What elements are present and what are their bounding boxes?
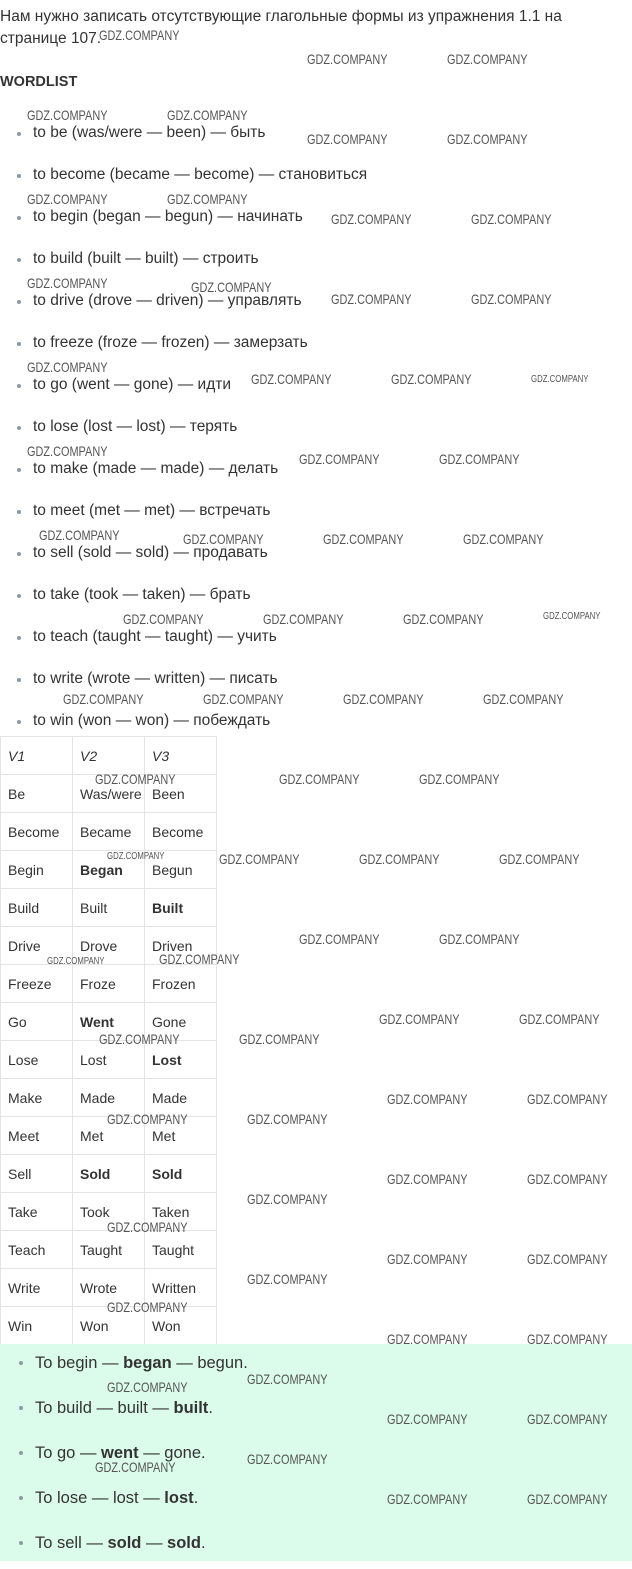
watermark-text: GDZ.COMPANY — [387, 1331, 468, 1347]
table-cell: Won — [145, 1307, 217, 1345]
table-cell: Taught — [73, 1231, 145, 1269]
table-row — [1, 1041, 217, 1079]
table-cell: Froze — [73, 965, 145, 1003]
table-cell: Go — [1, 1003, 73, 1041]
table-cell: Won — [73, 1307, 145, 1345]
table-cell: Gone — [145, 1003, 217, 1041]
table-cell: Become — [145, 813, 217, 851]
wordlist-item: to make (made — made) — делать — [0, 448, 367, 490]
table-row — [1, 1117, 217, 1155]
watermark-text: GDZ.COMPANY — [499, 851, 580, 867]
watermark-text: GDZ.COMPANY — [95, 771, 176, 787]
watermark-text: GDZ.COMPANY — [519, 1011, 600, 1027]
table-cell: Win — [1, 1307, 73, 1345]
table-cell: Be — [1, 775, 73, 813]
watermark-text: GDZ.COMPANY — [543, 611, 601, 622]
answer-highlight: sold — [167, 1534, 201, 1552]
table-header-cell: V2 — [73, 737, 145, 775]
watermark-text: GDZ.COMPANY — [447, 51, 528, 67]
table-cell: Freeze — [1, 965, 73, 1003]
wordlist-item: to go (went — gone) — идти — [0, 364, 367, 406]
table-cell: Frozen — [145, 965, 217, 1003]
watermark-text: GDZ.COMPANY — [107, 1111, 188, 1127]
table-cell: Made — [73, 1079, 145, 1117]
table-header-row — [1, 737, 217, 775]
table-cell: Driven — [145, 927, 217, 965]
table-row — [1, 1231, 217, 1269]
watermark-text: GDZ.COMPANY — [387, 1411, 468, 1427]
wordlist-item: to drive (drove — driven) — управлять — [0, 280, 367, 322]
answer-item — [0, 1389, 632, 1434]
watermark-text: GDZ.COMPANY — [403, 611, 484, 627]
watermark-text: GDZ.COMPANY — [107, 1299, 188, 1315]
wordlist — [0, 112, 367, 742]
table-row — [1, 1269, 217, 1307]
watermark-text: GDZ.COMPANY — [191, 279, 272, 295]
table-cell: Take — [1, 1193, 73, 1231]
watermark-text: GDZ.COMPANY — [307, 51, 388, 67]
table-cell: Went — [73, 1003, 145, 1041]
wordlist-item: to sell (sold — sold) — продавать — [0, 532, 367, 574]
watermark-text: GDZ.COMPANY — [27, 443, 108, 459]
table-cell: Make — [1, 1079, 73, 1117]
table-row — [1, 889, 217, 927]
watermark-text: GDZ.COMPANY — [471, 211, 552, 227]
watermark-text: GDZ.COMPANY — [527, 1091, 608, 1107]
table-cell: Been — [145, 775, 217, 813]
watermark-text: GDZ.COMPANY — [251, 371, 332, 387]
table-row — [1, 927, 217, 965]
watermark-text: GDZ.COMPANY — [27, 275, 108, 291]
table-cell: Lose — [1, 1041, 73, 1079]
wordlist-item: to write (wrote — written) — писать — [0, 658, 367, 700]
watermark-text: GDZ.COMPANY — [387, 1491, 468, 1507]
answer-text: To sell — — [35, 1534, 108, 1552]
answer-text: . — [200, 1534, 206, 1552]
table-cell: Taught — [145, 1231, 217, 1269]
table-row — [1, 813, 217, 851]
watermark-text: GDZ.COMPANY — [159, 951, 240, 967]
watermark-text: GDZ.COMPANY — [439, 931, 520, 947]
table-header-cell: V3 — [145, 737, 217, 775]
verb-forms-table — [0, 736, 217, 1345]
watermark-text: GDZ.COMPANY — [419, 771, 500, 787]
watermark-text: GDZ.COMPANY — [439, 451, 520, 467]
table-cell: Build — [1, 889, 73, 927]
watermark-text: GDZ.COMPANY — [27, 107, 108, 123]
wordlist-item: to win (won — won) — побеждать — [0, 700, 367, 742]
table-row — [1, 1307, 217, 1345]
watermark-text: GDZ.COMPANY — [99, 27, 180, 43]
watermark-text: GDZ.COMPANY — [47, 956, 105, 967]
watermark-text: GDZ.COMPANY — [27, 191, 108, 207]
table-cell: Become — [1, 813, 73, 851]
table-row — [1, 775, 217, 813]
answer-item — [0, 1344, 632, 1389]
answer-item — [0, 1524, 632, 1569]
watermark-text: GDZ.COMPANY — [343, 691, 424, 707]
table-row — [1, 1193, 217, 1231]
watermark-text: GDZ.COMPANY — [63, 691, 144, 707]
wordlist-heading: WORDLIST — [0, 74, 78, 90]
wordlist-item: to take (took — taken) — брать — [0, 574, 367, 616]
watermark-text: GDZ.COMPANY — [359, 851, 440, 867]
answer-text: . — [193, 1489, 199, 1507]
table-cell: Made — [145, 1079, 217, 1117]
table-row — [1, 1003, 217, 1041]
table-cell: Wrote — [73, 1269, 145, 1307]
watermark-text: GDZ.COMPANY — [95, 1459, 176, 1475]
watermark-text: GDZ.COMPANY — [299, 931, 380, 947]
watermark-text: GDZ.COMPANY — [27, 359, 108, 375]
table-cell: Began — [73, 851, 145, 889]
table-cell: Drive — [1, 927, 73, 965]
watermark-text: GDZ.COMPANY — [263, 611, 344, 627]
wordlist-item: to become (became — become) — становиться — [0, 154, 367, 196]
table-cell: Sold — [145, 1155, 217, 1193]
answer-item — [0, 1434, 632, 1479]
answer-text: . — [208, 1399, 213, 1417]
watermark-text: GDZ.COMPANY — [247, 1451, 328, 1467]
watermark-text: GDZ.COMPANY — [239, 1031, 320, 1047]
watermark-text: GDZ.COMPANY — [471, 291, 552, 307]
wordlist-item: to build (built — built) — строить — [0, 238, 367, 280]
table-cell: Met — [73, 1117, 145, 1155]
answer-highlight: began — [123, 1354, 172, 1372]
watermark-text: GDZ.COMPANY — [331, 291, 412, 307]
table-cell: Sold — [73, 1155, 145, 1193]
watermark-text: GDZ.COMPANY — [219, 851, 300, 867]
table-cell: Became — [73, 813, 145, 851]
table-cell: Taken — [145, 1193, 217, 1231]
answer-item — [0, 1479, 632, 1524]
answer-box — [0, 1344, 632, 1561]
table-cell: Lost — [73, 1041, 145, 1079]
table-cell: Took — [73, 1193, 145, 1231]
watermark-text: GDZ.COMPANY — [39, 527, 120, 543]
table-cell: Written — [145, 1269, 217, 1307]
answer-text: To lose — lost — — [35, 1489, 165, 1507]
watermark-text: GDZ.COMPANY — [379, 1011, 460, 1027]
wordlist-item: to teach (taught — taught) — учить — [0, 616, 367, 658]
watermark-text: GDZ.COMPANY — [107, 851, 165, 862]
table-cell: Write — [1, 1269, 73, 1307]
watermark-text: GDZ.COMPANY — [531, 374, 589, 385]
watermark-text: GDZ.COMPANY — [307, 131, 388, 147]
table-cell: Meet — [1, 1117, 73, 1155]
table-cell: Built — [145, 889, 217, 927]
watermark-text: GDZ.COMPANY — [387, 1251, 468, 1267]
answer-text: To go — — [35, 1444, 102, 1462]
table-cell: Drove — [73, 927, 145, 965]
table-cell: Built — [73, 889, 145, 927]
answer-highlight: went — [101, 1444, 139, 1462]
watermark-text: GDZ.COMPANY — [483, 691, 564, 707]
watermark-text: GDZ.COMPANY — [527, 1251, 608, 1267]
watermark-text: GDZ.COMPANY — [123, 611, 204, 627]
table-cell: Sell — [1, 1155, 73, 1193]
watermark-text: GDZ.COMPANY — [527, 1491, 608, 1507]
table-row — [1, 965, 217, 1003]
watermark-text: GDZ.COMPANY — [463, 531, 544, 547]
wordlist-item: to meet (met — met) — встречать — [0, 490, 367, 532]
table-header-cell: V1 — [1, 737, 73, 775]
watermark-text: GDZ.COMPANY — [527, 1171, 608, 1187]
watermark-text: GDZ.COMPANY — [247, 1191, 328, 1207]
watermark-text: GDZ.COMPANY — [331, 211, 412, 227]
watermark-text: GDZ.COMPANY — [203, 691, 284, 707]
answer-text: — — [141, 1534, 168, 1552]
watermark-text: GDZ.COMPANY — [447, 131, 528, 147]
table-cell: Was/were — [73, 775, 145, 813]
watermark-text: GDZ.COMPANY — [387, 1171, 468, 1187]
table-cell: Met — [145, 1117, 217, 1155]
answer-highlight: lost — [164, 1489, 194, 1507]
watermark-text: GDZ.COMPANY — [247, 1271, 328, 1287]
table-row — [1, 1155, 217, 1193]
answer-text: — begun. — [171, 1354, 248, 1372]
watermark-text: GDZ.COMPANY — [527, 1411, 608, 1427]
watermark-text: GDZ.COMPANY — [391, 371, 472, 387]
watermark-text: GDZ.COMPANY — [387, 1091, 468, 1107]
table-cell: Begin — [1, 851, 73, 889]
table-cell: Begun — [145, 851, 217, 889]
watermark-text: GDZ.COMPANY — [99, 1031, 180, 1047]
table-cell: Teach — [1, 1231, 73, 1269]
answer-text: — gone. — [138, 1444, 206, 1462]
table-cell: Lost — [145, 1041, 217, 1079]
answer-text: To begin — — [35, 1354, 124, 1372]
watermark-text: GDZ.COMPANY — [167, 191, 248, 207]
watermark-text: GDZ.COMPANY — [107, 1219, 188, 1235]
wordlist-item: to begin (began — begun) — начинать — [0, 196, 367, 238]
table-row — [1, 1079, 217, 1117]
answer-text: To build — built — — [35, 1399, 174, 1417]
intro-text: Нам нужно записать отсутствующие глагольные формы из упражнения 1.1 на странице 107. — [0, 8, 562, 47]
watermark-text: GDZ.COMPANY — [527, 1331, 608, 1347]
watermark-text: GDZ.COMPANY — [167, 107, 248, 123]
watermark-text: GDZ.COMPANY — [279, 771, 360, 787]
answer-highlight: sold — [107, 1534, 142, 1552]
table-row — [1, 851, 217, 889]
watermark-text: GDZ.COMPANY — [299, 451, 380, 467]
answer-highlight: built — [173, 1399, 209, 1417]
watermark-text: GDZ.COMPANY — [107, 1379, 188, 1395]
wordlist-item: to be (was/were — been) — быть — [0, 112, 367, 154]
watermark-text: GDZ.COMPANY — [247, 1371, 328, 1387]
watermark-text: GDZ.COMPANY — [323, 531, 404, 547]
watermark-text: GDZ.COMPANY — [183, 531, 264, 547]
watermark-text: GDZ.COMPANY — [247, 1111, 328, 1127]
wordlist-item: to freeze (froze — frozen) — замерзать — [0, 322, 367, 364]
wordlist-item: to lose (lost — lost) — терять — [0, 406, 367, 448]
